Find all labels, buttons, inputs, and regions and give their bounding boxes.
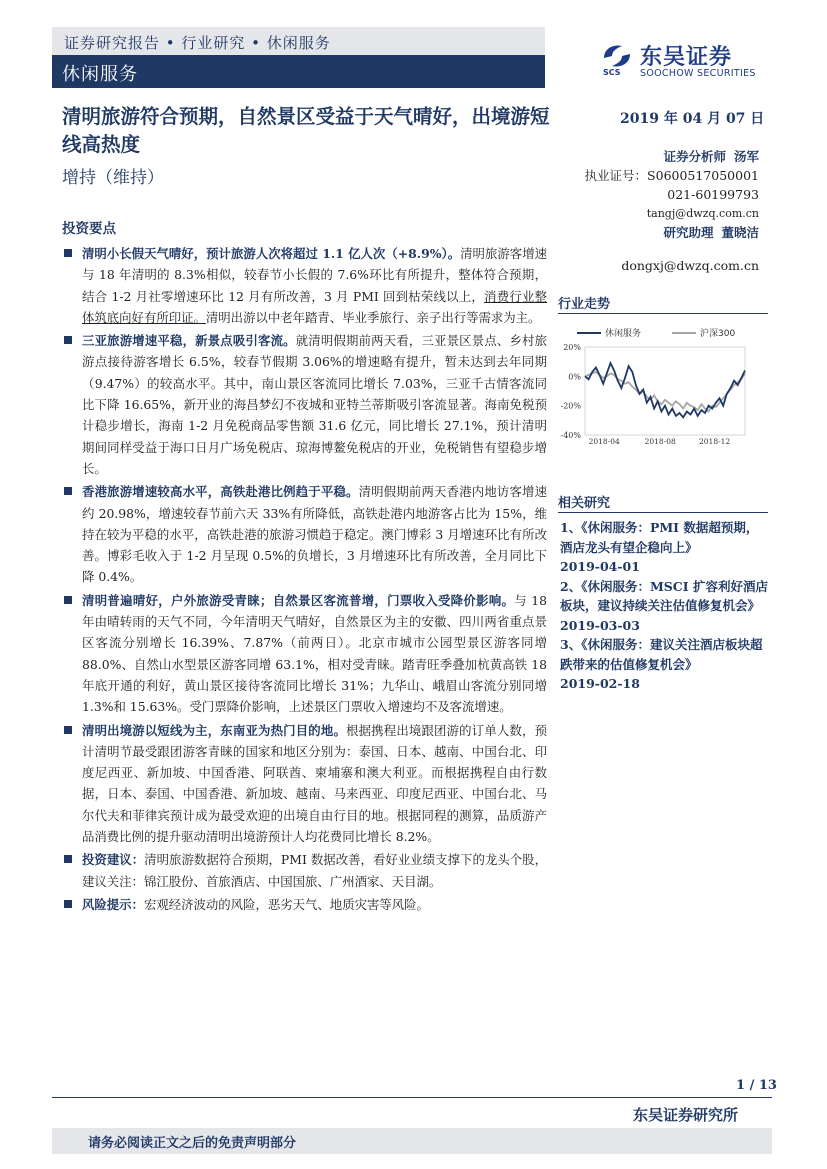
key-point-lead: 风险提示： xyxy=(82,896,144,912)
logo-mark-text: SCS xyxy=(603,68,621,76)
logo-cn-name: 东吴证券 xyxy=(640,45,733,70)
industry-trend-chart xyxy=(555,322,770,462)
assistant-email[interactable]: dongxj@dwzq.com.cn xyxy=(621,258,759,273)
x-tick-label: 2018-12 xyxy=(699,437,731,446)
y-tick-label: -20% xyxy=(560,401,581,411)
key-point-lead: 清明小长假天气晴好，预计旅游人次将超过 1.1 亿人次（+8.9%）。 xyxy=(82,246,461,261)
trend-divider xyxy=(558,313,768,314)
key-point xyxy=(62,330,547,479)
legend-label: 沪深300 xyxy=(700,329,736,339)
report-breadcrumb: 证券研究报告 • 行业研究 • 休闲服务 xyxy=(64,34,331,52)
series-line xyxy=(585,363,745,417)
related-item-title[interactable]: 1、《休闲服务：PMI 数据超预期，酒店龙头有望企稳向上》 xyxy=(560,520,759,555)
bullet-icon xyxy=(64,249,72,257)
key-point-text: 清明假期前两天香港内地访客增速约 20.98%，增速较春节前六天 33%有所降低，高铁赴港内地游客占比为 15%，维持在较为平稳的水平，高铁赴港的旅游习惯趋于稳定。澳门博彩 3 月增速环比有所改善。博彩毛收入于 1-2 月呈现 0.5%的负增长，3 月增速环比有所改善，全月同比下降 0.4%。 xyxy=(82,484,548,585)
related-item-title[interactable]: 3、《休闲服务：建议关注酒店板块超跌带来的估值修复机会》 xyxy=(560,637,763,672)
analyst-phone: 021-60199793 xyxy=(667,187,759,202)
disclaimer-bar xyxy=(52,1128,772,1154)
chart-frame xyxy=(585,347,745,435)
chart-series xyxy=(585,363,745,417)
legend-label: 休闲服务 xyxy=(605,329,642,339)
key-point-lead: 投资建议： xyxy=(82,852,145,868)
related-item[interactable] xyxy=(560,518,770,577)
key-point xyxy=(62,849,547,892)
disclaimer-text: 请务必阅读正文之后的免责声明部分 xyxy=(88,1136,297,1151)
related-divider xyxy=(558,512,768,513)
report-breadcrumb-bar xyxy=(52,27,545,55)
key-point-lead: 清明普遍晴好，户外旅游受青睐；自然景区客流普增，门票收入受降价影响。 xyxy=(82,592,515,608)
key-point xyxy=(62,894,547,915)
key-point-lead: 清明出境游以短线为主，东南亚为热门目的地。 xyxy=(82,722,347,738)
key-point-tail: 清明出游以中老年踏青、毕业季旅行、亲子出行等需求为主。 xyxy=(205,309,541,325)
chart-legend xyxy=(577,327,735,339)
key-point-text: 根据携程出境跟团游的订单人数，预计清明节最受跟团游客青睐的国家和地区分别为：泰国、日本、越南、中国台北、印度尼西亚、新加坡、中国香港、阿联酋、柬埔寨和澳大利亚。而根据携程自由行数据，日本、泰国、中国香港、新加坡、越南、马来西亚、印度尼西亚、中国台北、马尔代夫和菲律宾预计成为最受欢迎的出境自由行目的地。根据同程的测算，品质游产品消费比例的提升驱动清明出境游预计人均花费同比增长 8.2%。 xyxy=(82,722,548,845)
report-rating: 增持（维持） xyxy=(62,168,164,188)
report-title: 清明旅游符合预期，自然景区受益于天气晴好，出境游短线高热度 xyxy=(62,105,550,156)
analyst-block xyxy=(585,147,759,275)
related-item-date: 2019-04-01 xyxy=(560,559,640,574)
soochow-logo-icon xyxy=(600,42,634,76)
bullet-icon xyxy=(64,596,72,604)
sector-label: 休闲服务 xyxy=(62,64,138,85)
analyst-name: 汤军 xyxy=(733,149,759,164)
related-item-date: 2019-02-18 xyxy=(560,676,640,691)
y-tick-label: 20% xyxy=(563,343,581,352)
x-tick-label: 2018-08 xyxy=(644,437,676,446)
assistant-role: 研究助理 xyxy=(663,225,714,240)
related-title: 相关研究 xyxy=(558,496,611,511)
key-point-text: 宏观经济波动的风险，恶劣天气、地质灾害等风险。 xyxy=(143,896,429,912)
bullet-icon xyxy=(64,855,72,863)
section-title: 投资要点 xyxy=(62,221,116,237)
related-item-title[interactable]: 2、《休闲服务：MSCI 扩容利好酒店板块，建议持续关注估值修复机会》 xyxy=(560,578,768,613)
key-point xyxy=(62,720,547,848)
trend-title: 行业走势 xyxy=(558,297,611,312)
chart-axes xyxy=(561,343,745,446)
sector-banner xyxy=(52,55,545,88)
key-point-text: 清明旅游数据符合预期，PMI 数据改善，看好业业绩支撑下的龙头个股，建议关注：锦江股份、首旅酒店、中国国旅、广州酒家、天目湖。 xyxy=(82,852,548,889)
key-point-text: 与 18 年由晴转雨的天气不同，今年清明天气晴好，自然景区为主的安徽、四川两省重点景区客流分别增长 16.39%、7.87%（前两日）。北京市城市公园型景区游客同增 88.0%、自然山水型景区游客同增 63.1%，相对受青睐。踏青旺季叠加杭黄高铁 18 年底开通的利好，黄山景区接待客流同比增长 31%；九华山、峨眉山客流分别同增 1.3%和 15.63%。受门票降价影响，上述景区门票收入增速均不及客流增速。 xyxy=(82,592,547,715)
key-point xyxy=(62,590,547,718)
report-body xyxy=(62,217,547,917)
key-point-underline: 消费行业整体筑底向好有所印证。 xyxy=(82,288,548,325)
y-tick-label: -40% xyxy=(560,431,581,440)
soochow-logo xyxy=(600,40,775,84)
logo-en-name: SOOCHOW SECURITIES xyxy=(640,68,756,79)
analyst-cert: 执业证号：S0600517050001 xyxy=(584,168,759,183)
y-tick-label: 0% xyxy=(568,372,581,382)
bullet-icon xyxy=(64,726,72,734)
bullet-icon xyxy=(64,900,72,908)
analyst-email[interactable]: tangj@dwzq.com.cn xyxy=(646,207,759,220)
footer-org: 东吴证券研究所 xyxy=(633,1106,739,1124)
key-point xyxy=(62,481,547,587)
page-number: 1 / 13 xyxy=(736,1078,777,1093)
related-item-date: 2019-03-03 xyxy=(560,617,640,633)
key-point-lead: 三亚旅游增速平稳，新景点吸引客流。 xyxy=(82,333,296,349)
key-point-lead: 香港旅游增速较高水平，高铁赴港比例趋于平稳。 xyxy=(82,484,359,500)
bullet-icon xyxy=(64,336,72,344)
key-point-text: 清明旅游客增速与 18 年清明的 8.3%相似，较春节小长假的 7.6%环比有所提升，整体符合预期，结合 1-2 月社零增速环比 12 月有所改善，3 月 PMI 回到枯荣线以上， xyxy=(82,246,547,304)
related-research-list xyxy=(560,518,770,694)
assistant-name: 董晓洁 xyxy=(721,225,759,240)
footer-divider xyxy=(52,1097,772,1098)
analyst-role: 证券分析师 xyxy=(663,149,727,164)
key-point-text: 就清明假期前两天看，三亚景区景点、乡村旅游点接待游客增长 6.5%，较春节假期 3.06%的增速略有提升，暂未达到去年同期（9.47%）的较高水平。其中，南山景区客流同比增长 7.03%，三亚千古情客流同比下降 16.65%，新开业的海昌梦幻不夜城和亚特兰蒂斯吸引客流显著。海南免税预计稳步增长，海南 1-2 月免税商品零售额 31.6 亿元，同比增长 27.1%，预计清明期间同样受益于海口日月广场免税店、琼海博鳌免税店的开业，免税销售有望稳步增长。 xyxy=(82,333,548,476)
key-point xyxy=(62,243,547,328)
bullet-icon xyxy=(64,487,72,495)
related-item[interactable] xyxy=(560,577,770,636)
related-item[interactable] xyxy=(560,635,770,694)
x-tick-label: 2018-04 xyxy=(588,437,620,446)
report-date: 2019 年 04 月 07 日 xyxy=(620,111,765,127)
